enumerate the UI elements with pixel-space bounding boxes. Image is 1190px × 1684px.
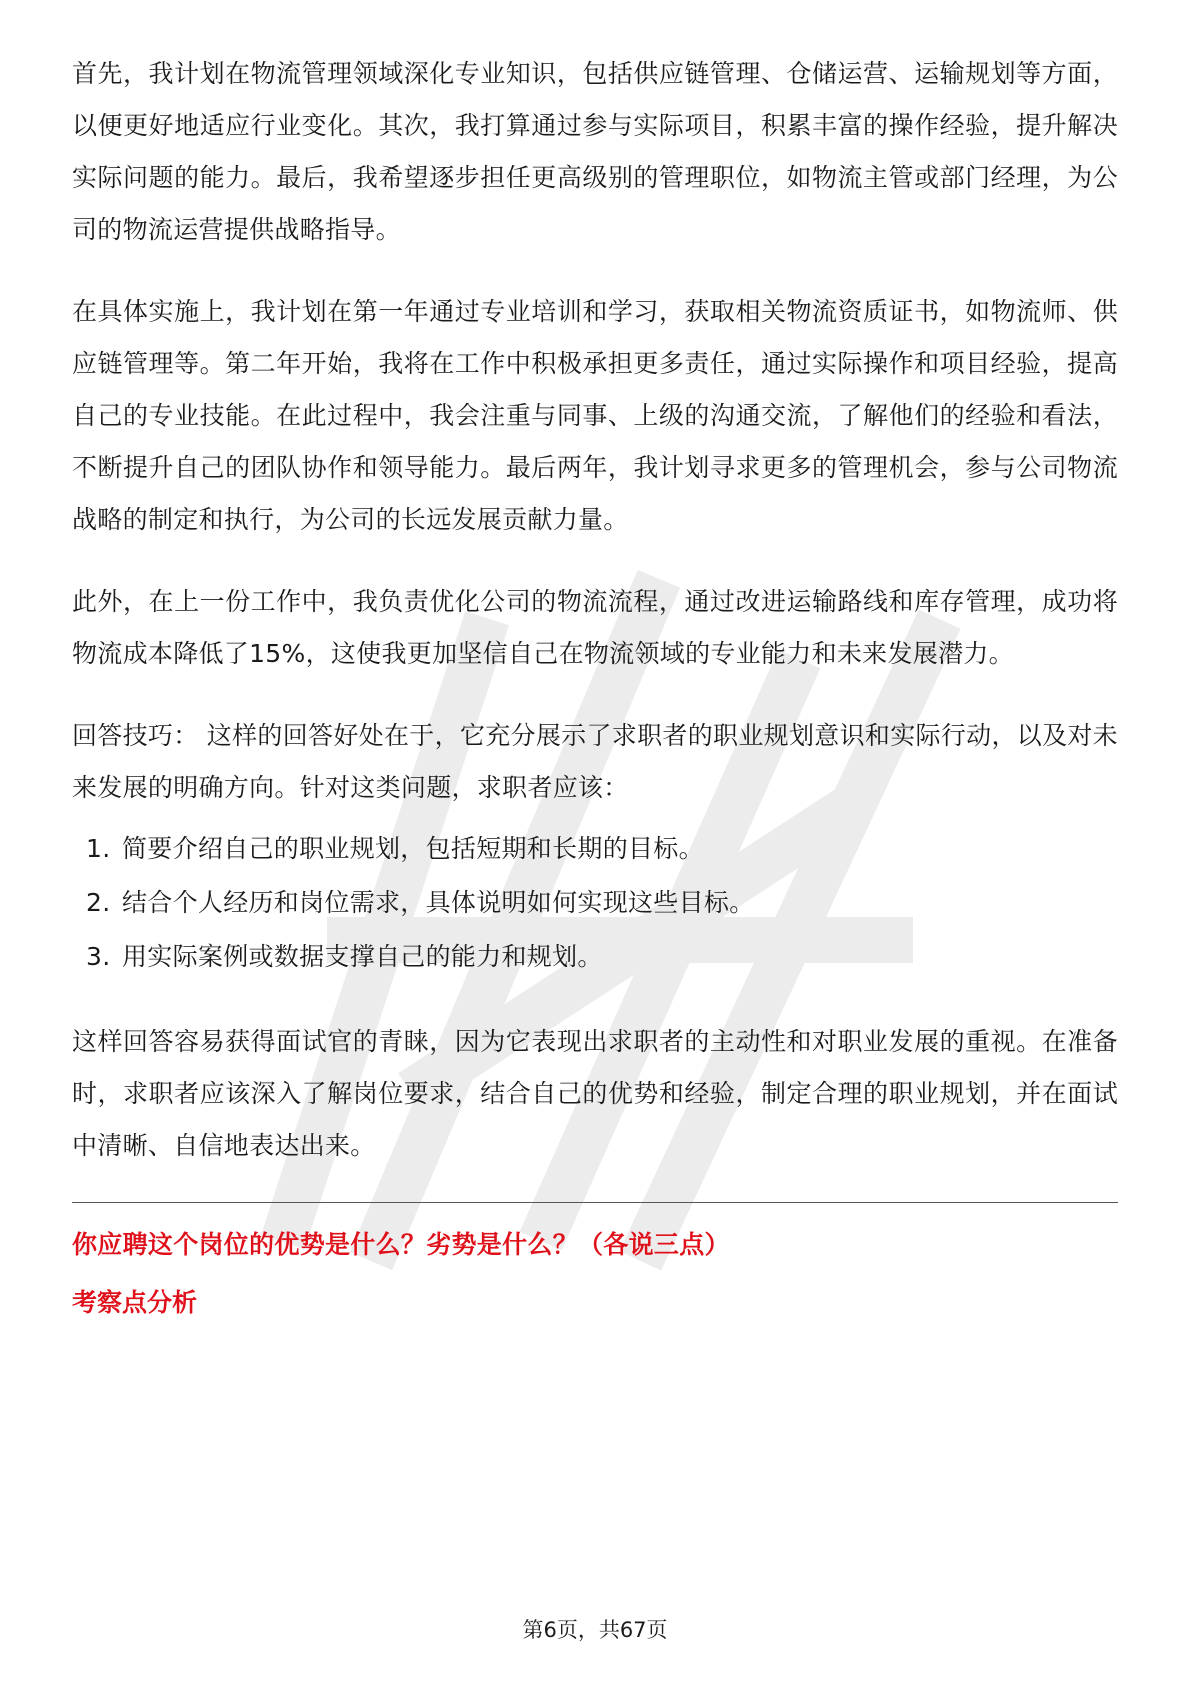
next-question-heading: 你应聘这个岗位的优势是什么？劣势是什么？（各说三点） <box>72 1230 730 1259</box>
document-page <box>72 48 1118 1327</box>
paragraph-career-plan: 首先，我计划在物流管理领域深化专业知识，包括供应链管理、仓储运营、运输规划等方面，以便更好地适应行业变化。其次，我打算通过参与实际项目，积累丰富的操作经验，提升解决实际问题的能力。最后，我希望逐步担任更高级别的管理职位，如物流主管或部门经理，为公司的物流运营提供战略指导。 <box>72 59 1118 244</box>
page-footer: 第6页，共67页 <box>522 1618 668 1642</box>
paragraph-answer-tips: 回答技巧： 这样的回答好处在于，它充分展示了求职者的职业规划意识和实际行动，以及对未来发展的明确方向。针对这类问题，求职者应该： <box>72 721 1118 802</box>
paragraph-implementation: 在具体实施上，我计划在第一年通过专业培训和学习，获取相关物流资质证书，如物流师、供应链管理等。第二年开始，我将在工作中积极承担更多责任，通过实际操作和项目经验，提高自己的专业技能。在此过程中，我会注重与同事、上级的沟通交流，了解他们的经验和看法，不断提升自己的团队协作和领导能力。最后两年，我计划寻求更多的管理机会，参与公司物流战略的制定和执行，为公司的长远发展贡献力量。 <box>72 297 1118 534</box>
section-divider <box>72 1202 1118 1203</box>
paragraph-conclusion: 这样回答容易获得面试官的青睐，因为它表现出求职者的主动性和对职业发展的重视。在准备时，求职者应该深入了解岗位要求，结合自己的优势和经验，制定合理的职业规划，并在面试中清晰、自信地表达出来。 <box>72 1027 1118 1160</box>
list-item: 1. 简要介绍自己的职业规划，包括短期和长期的目标。 <box>86 834 704 863</box>
paragraph-past-achievement: 此外，在上一份工作中，我负责优化公司的物流流程，通过改进运输路线和库存管理，成功将物流成本降低了15%，这使我更加坚信自己在物流领域的专业能力和未来发展潜力。 <box>72 587 1118 668</box>
list-item: 2. 结合个人经历和岗位需求，具体说明如何实现这些目标。 <box>86 888 755 917</box>
tips-list <box>72 822 1118 984</box>
list-item: 3. 用实际案例或数据支撑自己的能力和规划。 <box>86 942 603 971</box>
analysis-heading: 考察点分析 <box>72 1288 198 1317</box>
